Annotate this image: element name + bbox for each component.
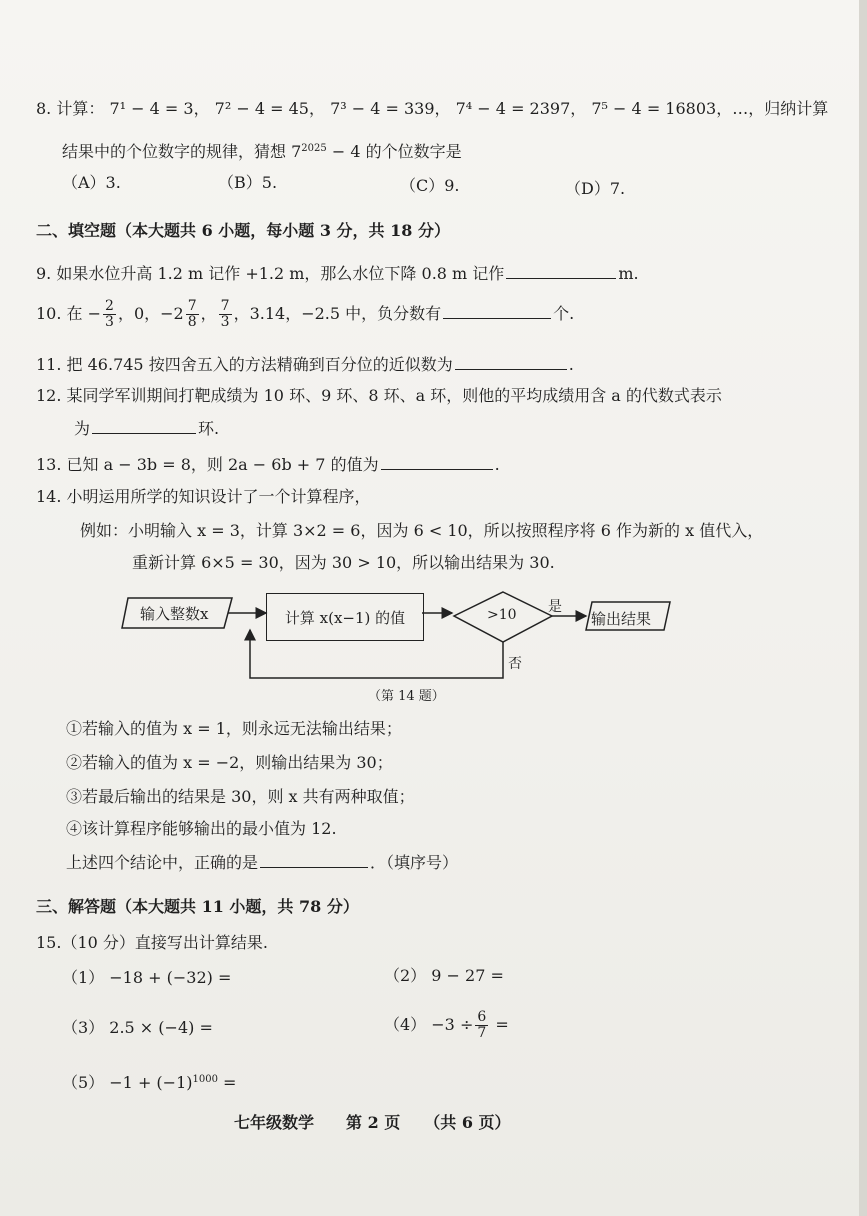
q10-part-a: 10. 在 −: [36, 304, 102, 323]
page-footer: 七年级数学 第 2 页 （共 6 页）: [234, 1113, 511, 1132]
q11-text: 11. 把 46.745 按四舍五入的方法精确到百分位的近似数为: [36, 355, 453, 374]
q14-conclusion: [66, 851, 458, 874]
q8-line1: 8. 计算： 7¹ − 4 = 3， 7² − 4 = 45， 7³ − 4 = 339， 7⁴ − 4 = 2397， 7⁵ − 4 = 16803，…，归纳计算: [36, 99, 829, 118]
q10-part-c: ，: [200, 304, 217, 323]
q8-eq4: 7⁴ − 4 = 2397: [455, 99, 571, 118]
output-box-label: 输出结果: [591, 610, 652, 628]
q11-blank[interactable]: [455, 353, 567, 370]
q9-unit: m.: [618, 264, 639, 283]
calc-box: [266, 593, 424, 641]
q12-line1: 12. 某同学军训期间打靶成绩为 10 环、9 环、8 环、a 环，则他的平均成绩用含 a 的代数式表示: [36, 386, 722, 405]
q15-part-5: [62, 1072, 236, 1094]
q8-option-d: （D）7.: [565, 179, 626, 198]
q13-end: .: [494, 455, 500, 474]
q8-option-b: （B）5.: [218, 173, 278, 192]
q8-eq3: 7³ − 4 = 339: [330, 99, 435, 118]
q14-statement-1: ①若输入的值为 x = 1，则永远无法输出结果；: [66, 719, 402, 738]
q10-part-e: 个.: [553, 304, 575, 323]
q8-line2a: 结果中的个位数字的规律，猜想 7: [62, 142, 302, 161]
q13-text: 13. 已知 a − 3b = 8，则 2a − 6b + 7 的值为: [36, 455, 379, 474]
q14-example-line2: 重新计算 6×5 = 30，因为 30 > 10，所以输出结果为 30.: [132, 553, 555, 572]
q11-line: [36, 353, 574, 376]
q10-line: [36, 296, 574, 332]
q8-option-c: （C）9.: [400, 176, 460, 195]
no-label: 否: [508, 656, 522, 672]
q9-line: [36, 262, 639, 285]
q10-f1-num: 2: [105, 298, 114, 314]
q8-option-a: （A）3.: [62, 173, 121, 192]
q8-eq1: 7¹ − 4 = 3: [109, 99, 194, 118]
q15-p4-a: （4） −3 ÷: [384, 1015, 474, 1034]
diamond-label: >10: [487, 607, 517, 623]
q15-p5-a: （5） −1 + (−1): [62, 1073, 193, 1092]
q8-line2: [62, 141, 462, 163]
q11-end: .: [568, 355, 574, 374]
q10-f1-den: 3: [105, 314, 114, 330]
q15-part-3: （3） 2.5 × (−4) =: [62, 1018, 213, 1037]
q15-title: 15.（10 分）直接写出计算结果.: [36, 933, 268, 952]
section3-title: 三、解答题（本大题共 11 小题，共 78 分）: [36, 897, 359, 916]
q8-line2b: − 4 的个位数字是: [326, 142, 462, 161]
q8-eq5: 7⁵ − 4 = 16803: [591, 99, 717, 118]
q13-line: [36, 453, 500, 476]
q14-fill-hint: ．（填序号）: [370, 853, 459, 872]
q15-part-2: （2） 9 − 27 =: [384, 966, 504, 985]
q8-eq2: 7² − 4 = 45: [214, 99, 309, 118]
q14-intro: 14. 小明运用所学的知识设计了一个计算程序，: [36, 487, 371, 506]
q15-p5-b: =: [217, 1073, 237, 1092]
q10-fraction-3: [219, 299, 232, 330]
q13-blank[interactable]: [381, 453, 493, 470]
q12-line2: [74, 417, 219, 440]
q10-f3-num: 7: [220, 298, 230, 314]
q10-fraction-2: [186, 299, 199, 330]
q8-exponent: 2025: [301, 143, 327, 154]
q14-conclusion-text: 上述四个结论中，正确的是: [66, 853, 259, 872]
section2-title: 二、填空题（本大题共 6 小题，每小题 3 分，共 18 分）: [36, 221, 450, 240]
yes-label: 是: [548, 599, 562, 615]
q12-pre: 为: [74, 419, 91, 438]
q10-part-b: ，0，−2: [117, 304, 184, 323]
q10-fraction-1: [103, 299, 116, 330]
q14-statement-4: ④该计算程序能够输出的最小值为 12.: [66, 819, 337, 838]
q10-blank[interactable]: [443, 302, 551, 319]
q15-p4-num: 6: [477, 1009, 487, 1025]
q12-post: 环.: [198, 419, 220, 438]
q8-tail: ，…，归纳计算: [716, 99, 829, 118]
q10-f2-den: 8: [187, 314, 197, 330]
q14-caption: （第 14 题）: [368, 689, 445, 704]
q15-p4-fraction: [475, 1010, 488, 1041]
q14-statement-3: ③若最后输出的结果是 30，则 x 共有两种取值；: [66, 787, 415, 806]
q8-lead: 计算：: [56, 99, 105, 118]
input-box-label: 输入整数x: [140, 605, 209, 623]
q12-blank[interactable]: [92, 417, 196, 434]
q10-f2-num: 7: [187, 298, 197, 314]
q15-p4-b: =: [490, 1015, 509, 1034]
q14-statement-2: ②若输入的值为 x = −2，则输出结果为 30；: [66, 753, 393, 772]
q10-part-d: ，3.14，−2.5 中，负分数有: [233, 304, 442, 323]
q9-blank[interactable]: [506, 262, 616, 279]
q14-example-line1: 例如：小明输入 x = 3，计算 3×2 = 6，因为 6 < 10，所以按照程序将 6 作为新的 x 值代入，: [80, 521, 764, 540]
q10-f3-den: 3: [220, 314, 230, 330]
q15-part-1: （1） −18 + (−32) =: [62, 968, 232, 987]
q15-p5-exponent: 1000: [192, 1074, 218, 1085]
q8-number: 8.: [36, 99, 52, 118]
q9-text: 9. 如果水位升高 1.2 m 记作 +1.2 m，那么水位下降 0.8 m 记作: [36, 264, 505, 283]
q14-blank[interactable]: [260, 851, 368, 868]
calc-box-label: 计算 x(x−1) 的值: [284, 608, 406, 627]
page-edge: [859, 0, 867, 1216]
q15-p4-den: 7: [477, 1025, 487, 1041]
q15-part-4: [384, 1008, 509, 1042]
